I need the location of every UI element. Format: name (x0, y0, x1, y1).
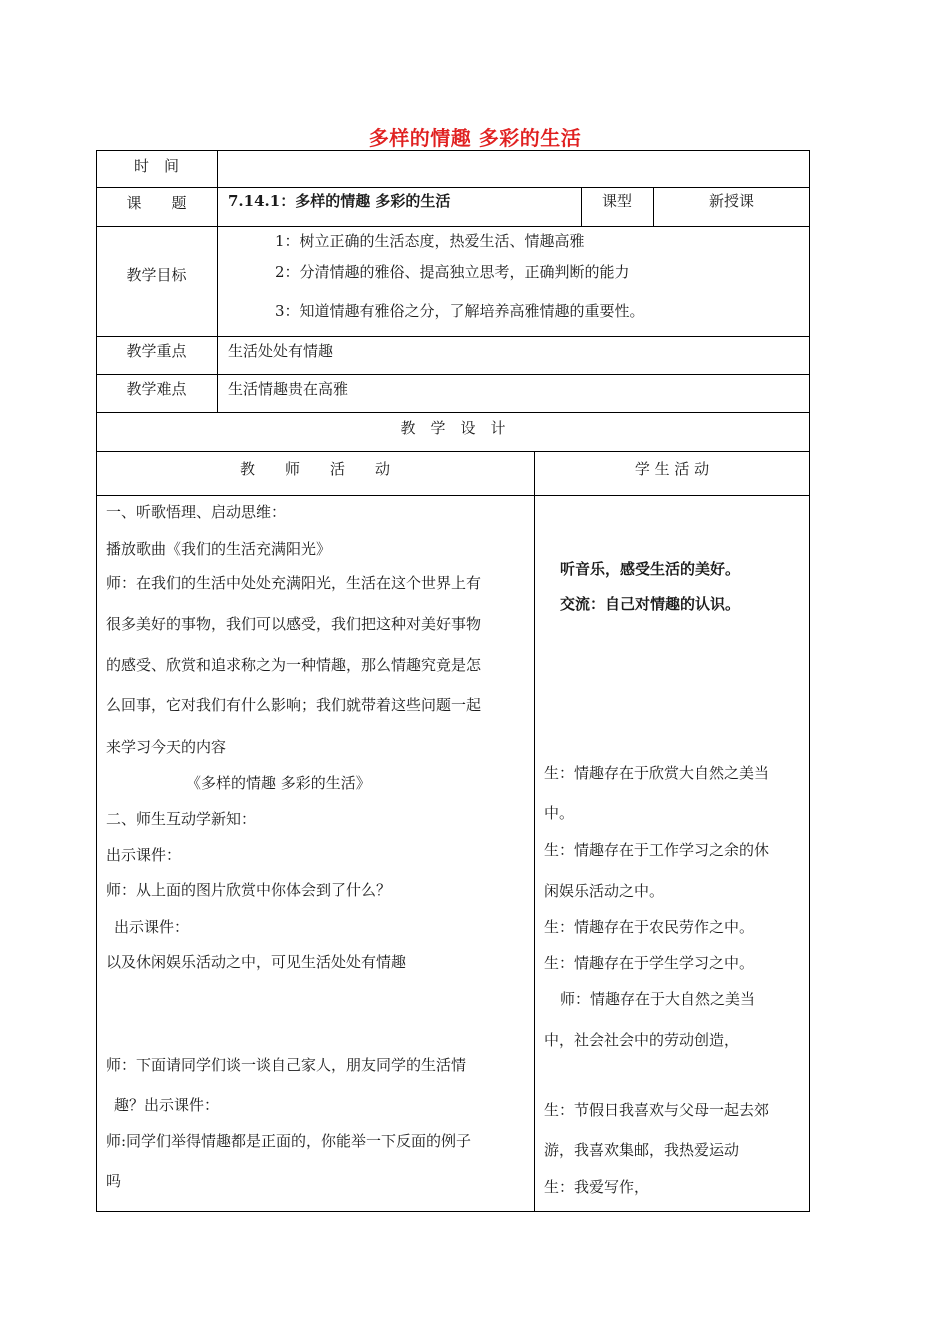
teacher-line: 很多美好的事物，我们可以感受，我们把这种对美好事物 (106, 615, 482, 633)
goal-item: 3：知道情趣有雅俗之分，了解培养高雅情趣的重要性。 (275, 302, 645, 320)
student-activity-heading: 学 生 活 动 (634, 460, 710, 478)
teacher-line: 师:同学们举得情趣都是正面的，你能举一下反面的例子 (106, 1132, 472, 1150)
focus-label: 教学重点 (126, 342, 187, 360)
student-line: 生：情趣存在于工作学习之余的休 (544, 841, 770, 859)
teacher-line: 播放歌曲《我们的生活充满阳光》 (106, 540, 332, 558)
teacher-line: 师：下面请同学们谈一谈自己家人，朋友同学的生活情 (106, 1056, 467, 1074)
teacher-activity-heading: 教 师 活 动 (239, 460, 390, 478)
student-line: 中，社会社会中的劳动创造， (544, 1031, 740, 1049)
goal-item: 2：分清情趣的雅俗、提高独立思考，正确判断的能力 (275, 263, 630, 281)
teacher-line: 师：在我们的生活中处处充满阳光，生活在这个世界上有 (106, 574, 482, 592)
teacher-line: 出示课件： (106, 846, 182, 864)
teacher-line: 师：从上面的图片欣赏中你体会到了什么？ (106, 881, 392, 899)
student-line: 闲娱乐活动之中。 (544, 882, 665, 900)
teacher-line: 出示课件： (114, 918, 190, 936)
teacher-line: 《多样的情趣 多彩的生活》 (186, 774, 371, 792)
difficulty-label: 教学难点 (126, 380, 187, 398)
student-line: 生：情趣存在于农民劳作之中。 (544, 918, 755, 936)
student-line: 中。 (544, 804, 575, 822)
teacher-line: 的感受、欣赏和追求称之为一种情趣，那么情趣究竟是怎 (106, 656, 482, 674)
student-line: 交流：自己对情趣的认识。 (560, 595, 741, 613)
student-line: 生：我爱写作， (544, 1178, 650, 1196)
topic-value: 7.14.1：多样的情趣 多彩的生活 (228, 192, 451, 210)
student-line: 游，我喜欢集邮，我热爱运动 (544, 1141, 740, 1159)
teacher-line: 一、听歌悟理、启动思维： (106, 503, 287, 521)
type-value: 新授课 (708, 192, 754, 210)
student-line: 生：节假日我喜欢与父母一起去郊 (544, 1101, 770, 1119)
student-line: 生：情趣存在于学生学习之中。 (544, 954, 755, 972)
student-line: 师：情趣存在于大自然之美当 (560, 990, 756, 1008)
topic-label: 课 题 (126, 194, 187, 212)
page-title: 多样的情趣 多彩的生活 (368, 126, 582, 150)
student-line: 听音乐，感受生活的美好。 (560, 560, 741, 578)
teacher-line: 以及休闲娱乐活动之中，可见生活处处有情趣 (106, 953, 407, 971)
time-label: 时 间 (133, 157, 179, 175)
goal-item: 1：树立正确的生活态度，热爱生活、情趣高雅 (275, 232, 585, 250)
teacher-line: 吗 (106, 1172, 122, 1190)
goals-label: 教学目标 (126, 266, 187, 284)
teacher-line: 趣？出示课件： (114, 1096, 220, 1114)
focus-value: 生活处处有情趣 (228, 342, 334, 360)
difficulty-value: 生活情趣贵在高雅 (228, 380, 349, 398)
student-line: 生：情趣存在于欣赏大自然之美当 (544, 764, 770, 782)
teacher-line: 来学习今天的内容 (106, 738, 227, 756)
teacher-line: 二、师生互动学新知： (106, 810, 257, 828)
design-heading: 教 学 设 计 (400, 419, 506, 437)
teacher-line: 么回事，它对我们有什么影响；我们就带着这些问题一起 (106, 696, 482, 714)
type-label: 课型 (601, 192, 632, 210)
